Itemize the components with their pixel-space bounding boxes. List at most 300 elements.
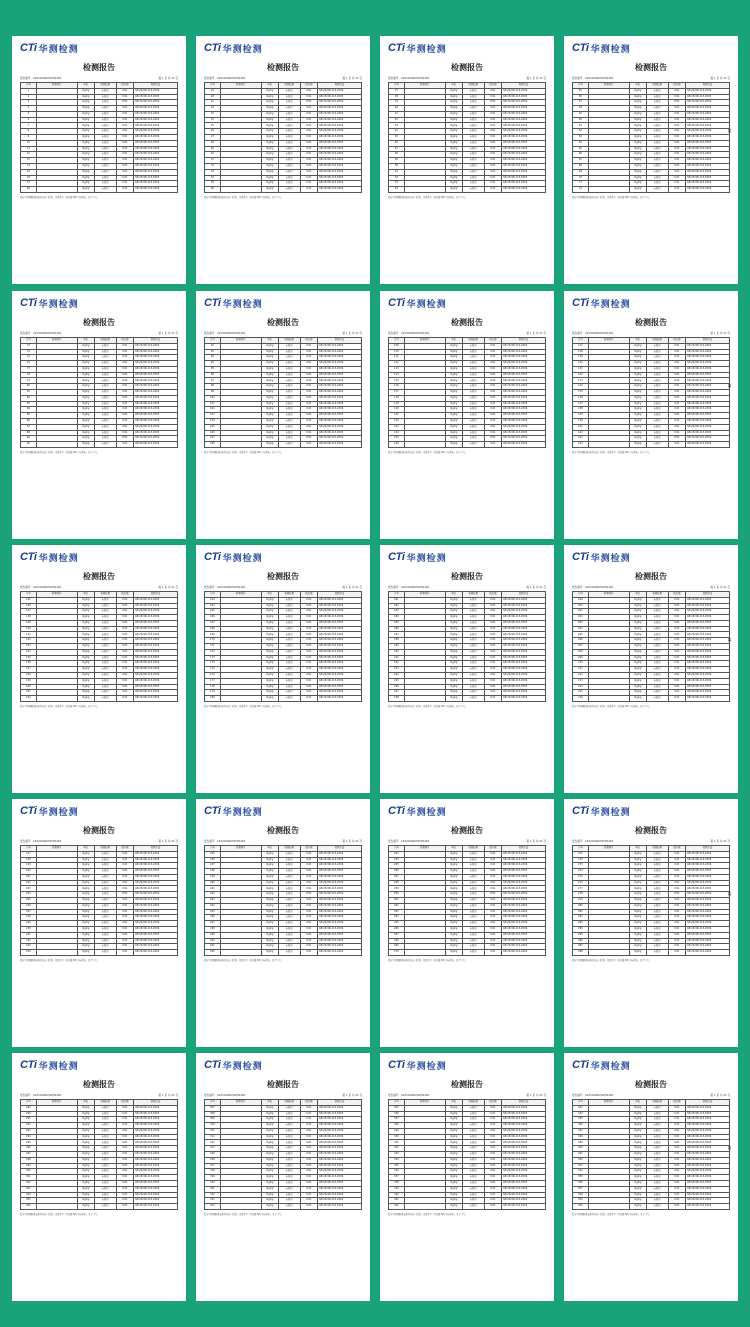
- table-cell: 0.01: [300, 886, 317, 892]
- report-title: 检测报告: [83, 63, 115, 72]
- table-cell: 未检出: [94, 1123, 116, 1129]
- table-cell: 0.01: [668, 111, 685, 117]
- table-cell: mg/kg: [77, 678, 94, 684]
- table-cell: 142: [573, 430, 589, 436]
- table-cell: GB 23200.113-2018: [502, 938, 546, 944]
- table-cell: 106: [205, 430, 221, 436]
- table-cell: GB 23200.113-2018: [502, 1117, 546, 1123]
- report-number: 报告编号：A2230184652030402: [20, 586, 62, 589]
- table-cell: GB 23200.113-2018: [318, 140, 362, 146]
- table-row: [205, 442, 362, 448]
- table-cell: 未检出: [94, 909, 116, 915]
- table-cell: 未检出: [646, 349, 668, 355]
- table-cell: 147: [21, 609, 37, 615]
- table-cell: 112: [389, 361, 405, 367]
- table-cell: 230: [21, 926, 37, 932]
- table-cell: GB 23200.113-2018: [134, 851, 178, 857]
- table-cell: 0.01: [300, 418, 317, 424]
- table-cell: mg/kg: [629, 129, 646, 135]
- column-header: 检测项目: [588, 592, 629, 598]
- table-cell: GB 23200.113-2018: [686, 181, 730, 187]
- report-page[interactable]: [380, 36, 554, 284]
- table-cell: mg/kg: [261, 100, 278, 106]
- report-page[interactable]: [12, 36, 186, 284]
- table-cell: 未检出: [94, 384, 116, 390]
- table-cell: 0.01: [116, 94, 133, 100]
- table-cell: 未检出: [462, 117, 484, 123]
- table-cell: 未检出: [646, 857, 668, 863]
- table-cell: 343: [573, 1105, 589, 1111]
- table-cell: mg/kg: [629, 1146, 646, 1152]
- table-cell: [36, 1204, 77, 1210]
- table-cell: 15: [21, 169, 37, 175]
- table-cell: 223: [21, 886, 37, 892]
- table-cell: 0.01: [484, 1186, 501, 1192]
- table-cell: 80: [21, 384, 37, 390]
- table-cell: 139: [573, 413, 589, 419]
- logo-text: 华测检测: [222, 1061, 263, 1072]
- report-page[interactable]: [380, 291, 554, 539]
- cti-logo: [20, 804, 178, 818]
- table-cell: 0.01: [484, 94, 501, 100]
- table-cell: GB 23200.113-2018: [134, 615, 178, 621]
- table-cell: mg/kg: [261, 175, 278, 181]
- table-cell: 0.01: [668, 1169, 685, 1175]
- page-number: 第 1 页 共 21 页: [342, 586, 362, 589]
- table-cell: GB 23200.113-2018: [318, 880, 362, 886]
- table-cell: GB 23200.113-2018: [502, 944, 546, 950]
- table-cell: 0.01: [668, 909, 685, 915]
- report-page[interactable]: [12, 291, 186, 539]
- column-header: 检出限: [668, 338, 685, 344]
- table-cell: mg/kg: [445, 615, 462, 621]
- column-header: 单位: [445, 846, 462, 852]
- table-cell: 0.01: [668, 401, 685, 407]
- table-cell: 0.01: [484, 644, 501, 650]
- table-cell: mg/kg: [629, 684, 646, 690]
- report-footnote: 报告中所附限值标准均由客户提供，仅供参考；检出限 ND 为未检出。以下空白。: [388, 195, 468, 199]
- report-page[interactable]: [196, 799, 370, 1047]
- table-cell: 未检出: [278, 644, 300, 650]
- table-cell: 未检出: [278, 1134, 300, 1140]
- report-number: 报告编号：A2230184652030402: [572, 586, 614, 589]
- table-cell: mg/kg: [77, 626, 94, 632]
- table-row: [21, 187, 178, 193]
- table-cell: mg/kg: [445, 442, 462, 448]
- table-cell: 未检出: [94, 430, 116, 436]
- report-page[interactable]: [12, 1053, 186, 1301]
- column-header: 单位: [629, 846, 646, 852]
- table-cell: mg/kg: [77, 1140, 94, 1146]
- table-cell: mg/kg: [261, 1117, 278, 1123]
- table-cell: 未检出: [278, 390, 300, 396]
- table-cell: 未检出: [278, 921, 300, 927]
- table-cell: 0.01: [300, 1198, 317, 1204]
- table-cell: 未检出: [646, 863, 668, 869]
- table-cell: mg/kg: [445, 667, 462, 673]
- table-cell: 未检出: [462, 609, 484, 615]
- table-cell: [220, 187, 261, 193]
- table-cell: 未检出: [94, 418, 116, 424]
- table-cell: 0.01: [116, 874, 133, 880]
- table-cell: 未检出: [278, 413, 300, 419]
- table-cell: 0.01: [484, 413, 501, 419]
- column-header: 序号: [205, 592, 221, 598]
- table-cell: 未检出: [278, 1186, 300, 1192]
- table-cell: GB 23200.113-2018: [686, 152, 730, 158]
- column-header: 单位: [445, 83, 462, 89]
- table-cell: 63: [573, 135, 589, 141]
- table-cell: 未检出: [646, 413, 668, 419]
- table-cell: 未检出: [278, 597, 300, 603]
- table-cell: 0.01: [116, 401, 133, 407]
- table-cell: 未检出: [462, 1146, 484, 1152]
- column-header: 检测结果: [462, 83, 484, 89]
- table-cell: mg/kg: [261, 620, 278, 626]
- table-cell: GB 23200.113-2018: [502, 678, 546, 684]
- table-cell: 24: [205, 117, 221, 123]
- column-header: 检测结果: [646, 1100, 668, 1106]
- report-page[interactable]: [564, 291, 738, 539]
- table-cell: 0.01: [668, 690, 685, 696]
- table-cell: mg/kg: [445, 418, 462, 424]
- table-cell: 0.01: [300, 597, 317, 603]
- table-cell: 0.01: [116, 1128, 133, 1134]
- report-page[interactable]: [12, 545, 186, 793]
- table-cell: 0.01: [484, 892, 501, 898]
- table-cell: mg/kg: [445, 343, 462, 349]
- column-header: 检测项目: [220, 846, 261, 852]
- table-cell: mg/kg: [77, 181, 94, 187]
- table-cell: GB 23200.113-2018: [686, 372, 730, 378]
- table-cell: 未检出: [278, 661, 300, 667]
- table-cell: 0.01: [668, 857, 685, 863]
- table-cell: GB 23200.113-2018: [134, 1117, 178, 1123]
- table-cell: 未检出: [646, 169, 668, 175]
- table-cell: 117: [389, 390, 405, 396]
- table-cell: mg/kg: [629, 401, 646, 407]
- table-cell: mg/kg: [445, 672, 462, 678]
- table-cell: mg/kg: [77, 672, 94, 678]
- logo-mark: CTi: [204, 805, 221, 817]
- table-cell: 未检出: [94, 1117, 116, 1123]
- table-cell: mg/kg: [629, 163, 646, 169]
- table-cell: 未检出: [94, 898, 116, 904]
- table-cell: 277: [573, 886, 589, 892]
- report-page[interactable]: [564, 799, 738, 1047]
- table-cell: GB 23200.113-2018: [502, 117, 546, 123]
- table-cell: 未检出: [94, 915, 116, 921]
- table-cell: 284: [573, 926, 589, 932]
- table-cell: 305: [21, 1198, 37, 1204]
- table-cell: 202: [573, 615, 589, 621]
- table-cell: 307: [205, 1105, 221, 1111]
- column-header: 序号: [389, 1100, 405, 1106]
- report-page[interactable]: [12, 799, 186, 1047]
- table-cell: 0.01: [668, 926, 685, 932]
- table-cell: 0.01: [484, 111, 501, 117]
- table-cell: GB 23200.113-2018: [318, 944, 362, 950]
- table-cell: 未检出: [462, 944, 484, 950]
- table-cell: mg/kg: [77, 355, 94, 361]
- column-header: 检测方法: [318, 83, 362, 89]
- table-cell: mg/kg: [445, 140, 462, 146]
- table-cell: 未检出: [278, 886, 300, 892]
- table-row: [573, 696, 730, 702]
- table-cell: GB 23200.113-2018: [502, 430, 546, 436]
- table-cell: 255: [389, 863, 405, 869]
- table-cell: mg/kg: [261, 163, 278, 169]
- table-cell: GB 23200.113-2018: [318, 672, 362, 678]
- column-header: 单位: [77, 83, 94, 89]
- table-cell: 100: [205, 395, 221, 401]
- table-cell: 未检出: [94, 378, 116, 384]
- table-cell: mg/kg: [629, 863, 646, 869]
- table-cell: 0.01: [484, 1180, 501, 1186]
- column-header: 检测结果: [278, 338, 300, 344]
- table-cell: 51: [389, 169, 405, 175]
- table-cell: 未检出: [646, 1180, 668, 1186]
- table-cell: GB 23200.113-2018: [318, 696, 362, 702]
- table-cell: 44: [389, 129, 405, 135]
- table-cell: GB 23200.113-2018: [686, 678, 730, 684]
- table-cell: 未检出: [646, 158, 668, 164]
- report-page[interactable]: [564, 1053, 738, 1301]
- table-cell: mg/kg: [629, 436, 646, 442]
- table-cell: 未检出: [462, 361, 484, 367]
- table-cell: 0.01: [484, 926, 501, 932]
- table-cell: 0.01: [484, 135, 501, 141]
- table-cell: 204: [573, 626, 589, 632]
- table-cell: 213: [573, 678, 589, 684]
- report-page[interactable]: [196, 545, 370, 793]
- table-cell: 163: [205, 597, 221, 603]
- column-header: 检出限: [300, 338, 317, 344]
- table-cell: 未检出: [646, 343, 668, 349]
- table-cell: 未检出: [94, 436, 116, 442]
- table-cell: GB 23200.113-2018: [502, 851, 546, 857]
- report-title: 检测报告: [451, 63, 483, 72]
- report-title: 检测报告: [635, 826, 667, 835]
- table-cell: 282: [573, 915, 589, 921]
- table-cell: mg/kg: [261, 413, 278, 419]
- table-cell: 68: [573, 163, 589, 169]
- table-cell: 未检出: [462, 106, 484, 112]
- table-cell: GB 23200.113-2018: [318, 615, 362, 621]
- table-cell: 未检出: [646, 649, 668, 655]
- table-cell: 未检出: [94, 413, 116, 419]
- report-meta: [204, 76, 362, 81]
- table-cell: mg/kg: [77, 684, 94, 690]
- report-page[interactable]: [564, 545, 738, 793]
- table-cell: 未检出: [94, 1180, 116, 1186]
- table-cell: GB 23200.113-2018: [686, 1169, 730, 1175]
- column-header: 检测结果: [278, 846, 300, 852]
- table-cell: GB 23200.113-2018: [502, 163, 546, 169]
- table-cell: mg/kg: [261, 851, 278, 857]
- table-cell: 未检出: [462, 938, 484, 944]
- table-cell: GB 23200.113-2018: [502, 343, 546, 349]
- table-cell: GB 23200.113-2018: [502, 158, 546, 164]
- table-cell: GB 23200.113-2018: [134, 106, 178, 112]
- table-cell: mg/kg: [261, 678, 278, 684]
- table-cell: mg/kg: [77, 1111, 94, 1117]
- table-row: [573, 187, 730, 193]
- table-cell: mg/kg: [629, 667, 646, 673]
- table-cell: 0.01: [484, 655, 501, 661]
- table-cell: GB 23200.113-2018: [134, 1123, 178, 1129]
- report-page[interactable]: [196, 291, 370, 539]
- table-cell: mg/kg: [261, 88, 278, 94]
- table-cell: GB 23200.113-2018: [134, 1192, 178, 1198]
- table-cell: GB 23200.113-2018: [686, 158, 730, 164]
- table-cell: GB 23200.113-2018: [686, 938, 730, 944]
- report-page[interactable]: [380, 545, 554, 793]
- table-cell: GB 23200.113-2018: [134, 442, 178, 448]
- table-cell: 108: [205, 442, 221, 448]
- table-cell: 0.01: [116, 187, 133, 193]
- table-cell: 0.01: [116, 626, 133, 632]
- table-cell: 0.01: [300, 169, 317, 175]
- table-cell: 0.01: [668, 1175, 685, 1181]
- column-header: 序号: [21, 846, 37, 852]
- column-header: 检测方法: [134, 846, 178, 852]
- column-header: 检测结果: [462, 1100, 484, 1106]
- table-cell: GB 23200.113-2018: [134, 638, 178, 644]
- table-cell: 0.01: [484, 950, 501, 956]
- table-cell: 未检出: [646, 874, 668, 880]
- table-cell: GB 23200.113-2018: [318, 851, 362, 857]
- table-cell: 45: [389, 135, 405, 141]
- report-page[interactable]: [196, 36, 370, 284]
- table-cell: mg/kg: [261, 366, 278, 372]
- table-cell: GB 23200.113-2018: [318, 667, 362, 673]
- logo-text: 华测检测: [38, 44, 79, 55]
- table-cell: 未检出: [94, 442, 116, 448]
- table-cell: GB 23200.113-2018: [134, 661, 178, 667]
- report-meta: [20, 76, 178, 81]
- table-cell: 未检出: [94, 372, 116, 378]
- table-cell: mg/kg: [77, 1204, 94, 1210]
- table-cell: mg/kg: [77, 632, 94, 638]
- table-cell: 98: [205, 384, 221, 390]
- report-page[interactable]: [196, 1053, 370, 1301]
- table-cell: mg/kg: [629, 106, 646, 112]
- table-cell: GB 23200.113-2018: [318, 950, 362, 956]
- logo-text: 华测检测: [38, 807, 79, 818]
- table-cell: 0.01: [300, 632, 317, 638]
- report-footnote: 报告中所附限值标准均由客户提供，仅供参考；检出限 ND 为未检出。以下空白。: [20, 1212, 100, 1216]
- table-cell: 未检出: [646, 632, 668, 638]
- table-cell: 0.01: [668, 123, 685, 129]
- table-cell: 未检出: [94, 886, 116, 892]
- table-cell: 0.01: [484, 615, 501, 621]
- table-cell: mg/kg: [445, 1198, 462, 1204]
- table-cell: 38: [389, 94, 405, 100]
- table-cell: GB 23200.113-2018: [686, 690, 730, 696]
- table-cell: 0.01: [484, 390, 501, 396]
- table-cell: 未检出: [94, 401, 116, 407]
- page-number: 第 1 页 共 21 页: [526, 77, 546, 80]
- table-cell: GB 23200.113-2018: [686, 436, 730, 442]
- table-cell: 0.01: [300, 378, 317, 384]
- results-table: [20, 591, 178, 702]
- table-cell: 未检出: [462, 378, 484, 384]
- table-cell: GB 23200.113-2018: [686, 609, 730, 615]
- table-cell: 0.01: [668, 349, 685, 355]
- table-cell: 129: [573, 355, 589, 361]
- table-cell: 160: [21, 684, 37, 690]
- table-cell: [404, 1204, 445, 1210]
- table-cell: 未检出: [646, 135, 668, 141]
- table-cell: GB 23200.113-2018: [134, 418, 178, 424]
- table-cell: GB 23200.113-2018: [686, 1186, 730, 1192]
- table-cell: GB 23200.113-2018: [134, 413, 178, 419]
- table-cell: mg/kg: [445, 632, 462, 638]
- table-cell: 0.01: [116, 696, 133, 702]
- table-cell: mg/kg: [77, 146, 94, 152]
- table-cell: 0.01: [300, 915, 317, 921]
- table-cell: mg/kg: [261, 1105, 278, 1111]
- table-cell: mg/kg: [445, 135, 462, 141]
- table-row: [21, 696, 178, 702]
- table-cell: 未检出: [462, 603, 484, 609]
- table-cell: mg/kg: [77, 926, 94, 932]
- table-cell: 146: [21, 603, 37, 609]
- table-cell: 未检出: [278, 100, 300, 106]
- table-cell: 96: [205, 372, 221, 378]
- report-page[interactable]: [380, 1053, 554, 1301]
- table-cell: 未检出: [278, 158, 300, 164]
- table-cell: GB 23200.113-2018: [502, 106, 546, 112]
- table-cell: 273: [573, 863, 589, 869]
- table-cell: GB 23200.113-2018: [134, 343, 178, 349]
- table-cell: GB 23200.113-2018: [502, 424, 546, 430]
- table-cell: 70: [573, 175, 589, 181]
- table-cell: 未检出: [94, 169, 116, 175]
- report-page[interactable]: [564, 36, 738, 284]
- report-page[interactable]: [380, 799, 554, 1047]
- table-cell: 0.01: [668, 615, 685, 621]
- column-header: 检出限: [116, 1100, 133, 1106]
- table-cell: GB 23200.113-2018: [502, 1175, 546, 1181]
- table-cell: 11: [21, 146, 37, 152]
- table-cell: 25: [205, 123, 221, 129]
- logo-text: 华测检测: [406, 553, 447, 564]
- table-cell: mg/kg: [77, 1186, 94, 1192]
- table-cell: 126: [389, 442, 405, 448]
- table-cell: 未检出: [462, 886, 484, 892]
- table-cell: 未检出: [462, 932, 484, 938]
- table-cell: 0.01: [484, 1146, 501, 1152]
- table-cell: mg/kg: [77, 88, 94, 94]
- table-cell: 120: [389, 407, 405, 413]
- table-cell: mg/kg: [629, 430, 646, 436]
- page-number: 第 1 页 共 21 页: [158, 77, 178, 80]
- table-cell: 0.01: [668, 938, 685, 944]
- table-cell: 0.01: [484, 384, 501, 390]
- table-cell: 未检出: [462, 1186, 484, 1192]
- table-cell: 未检出: [646, 1128, 668, 1134]
- table-cell: GB 23200.113-2018: [686, 343, 730, 349]
- logo-mark: CTi: [204, 551, 221, 563]
- table-cell: mg/kg: [445, 94, 462, 100]
- table-cell: 未检出: [646, 401, 668, 407]
- column-header: 检测项目: [36, 83, 77, 89]
- report-title: 检测报告: [267, 318, 299, 327]
- table-cell: [588, 442, 629, 448]
- table-cell: 149: [21, 620, 37, 626]
